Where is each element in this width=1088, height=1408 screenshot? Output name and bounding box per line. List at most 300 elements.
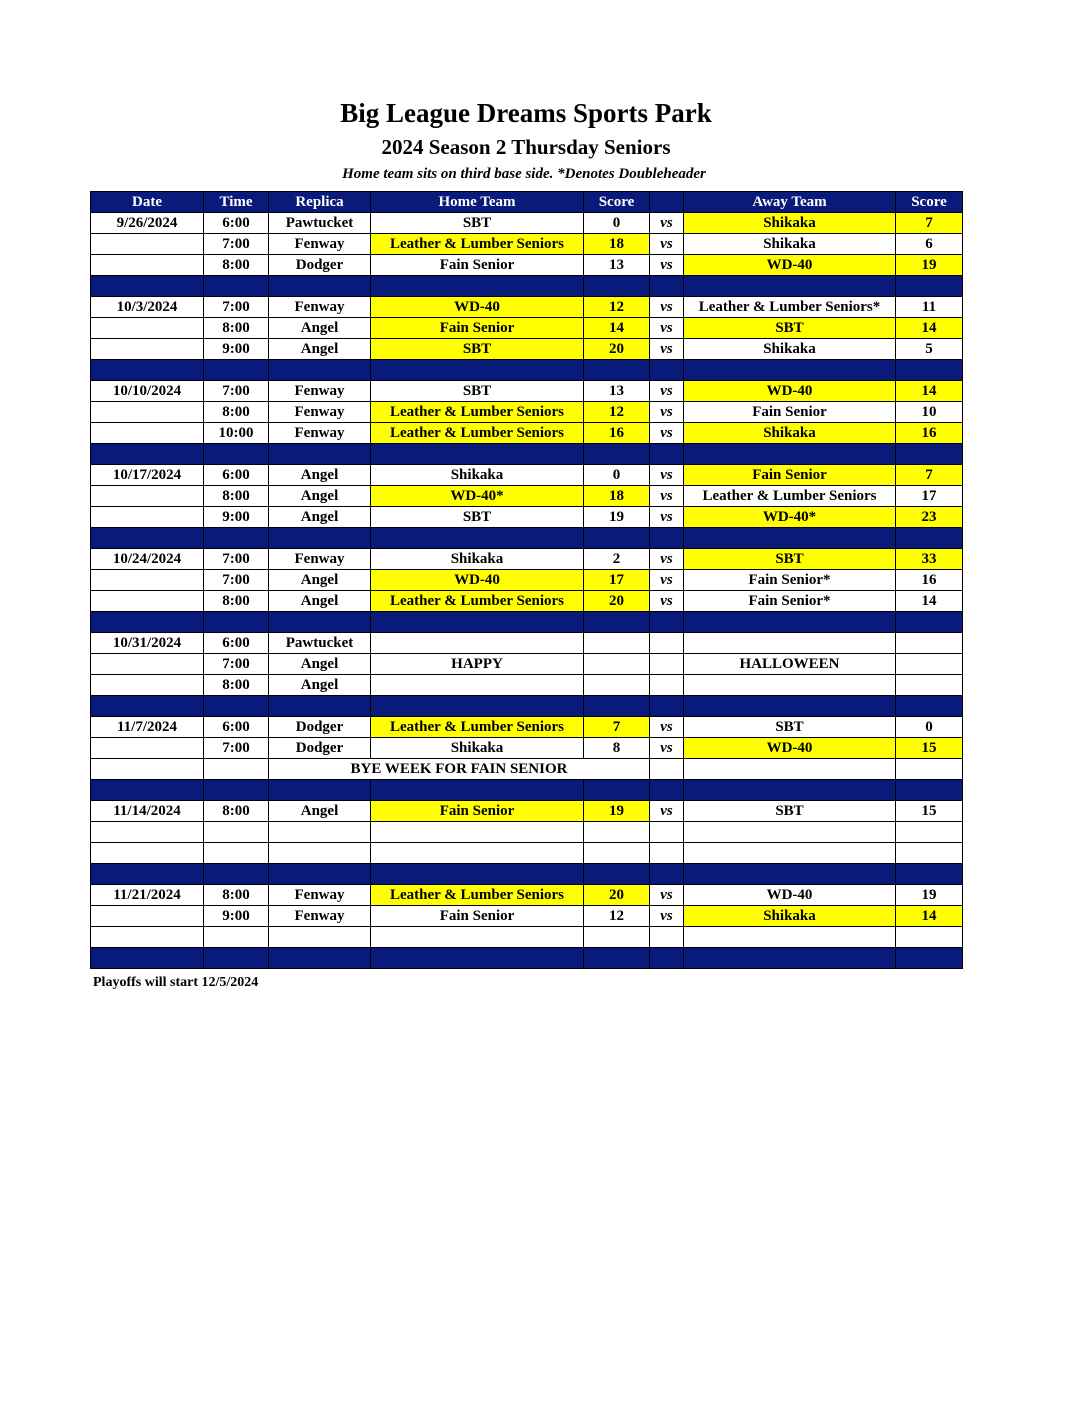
vs-cell: vs — [650, 507, 684, 528]
separator-cell — [650, 696, 684, 717]
time-cell — [204, 822, 269, 843]
time-cell — [204, 843, 269, 864]
separator-cell — [684, 444, 896, 465]
vs-cell: vs — [650, 906, 684, 927]
time-cell: 10:00 — [204, 423, 269, 444]
vs-cell: vs — [650, 234, 684, 255]
separator-cell — [269, 780, 371, 801]
separator-cell — [204, 444, 269, 465]
date-cell: 11/14/2024 — [91, 801, 204, 822]
replica-cell: Angel — [269, 570, 371, 591]
replica-cell: Fenway — [269, 906, 371, 927]
table-row — [91, 549, 963, 570]
replica-cell: Pawtucket — [269, 213, 371, 234]
away-score-cell: 15 — [896, 801, 963, 822]
table-row — [91, 591, 963, 612]
home-score-cell — [584, 843, 650, 864]
col-home-score: Score — [584, 192, 650, 213]
away-score-cell — [896, 927, 963, 948]
separator-cell — [204, 528, 269, 549]
away-team-cell — [684, 633, 896, 654]
replica-cell: Angel — [269, 507, 371, 528]
separator-cell — [269, 612, 371, 633]
replica-cell: Dodger — [269, 255, 371, 276]
time-cell: 9:00 — [204, 906, 269, 927]
home-team-cell — [371, 675, 584, 696]
date-cell: 11/7/2024 — [91, 717, 204, 738]
away-score-cell: 14 — [896, 591, 963, 612]
home-team-cell: Fain Senior — [371, 255, 584, 276]
home-score-cell: 19 — [584, 507, 650, 528]
schedule-note: Home team sits on third base side. *Denotes Doubleheader — [342, 166, 706, 182]
away-team-cell: WD-40 — [684, 738, 896, 759]
table-row — [91, 255, 963, 276]
vs-cell — [650, 927, 684, 948]
replica-cell: Angel — [269, 318, 371, 339]
separator-cell — [650, 360, 684, 381]
replica-cell: Dodger — [269, 717, 371, 738]
table-row — [91, 318, 963, 339]
away-score-cell: 11 — [896, 297, 963, 318]
separator-cell — [584, 360, 650, 381]
date-cell — [91, 570, 204, 591]
home-score-cell: 12 — [584, 297, 650, 318]
time-cell — [204, 927, 269, 948]
separator-cell — [204, 360, 269, 381]
vs-cell: vs — [650, 402, 684, 423]
separator-cell — [371, 612, 584, 633]
separator-cell — [91, 864, 204, 885]
time-cell: 6:00 — [204, 717, 269, 738]
home-score-cell: 19 — [584, 801, 650, 822]
away-team-cell: Shikaka — [684, 234, 896, 255]
date-cell — [91, 318, 204, 339]
date-cell — [91, 339, 204, 360]
vs-cell: vs — [650, 486, 684, 507]
separator-row — [91, 444, 963, 465]
vs-cell: vs — [650, 318, 684, 339]
home-score-cell: 12 — [584, 402, 650, 423]
separator-cell — [684, 360, 896, 381]
date-cell: 10/10/2024 — [91, 381, 204, 402]
separator-cell — [650, 780, 684, 801]
home-team-cell: Leather & Lumber Seniors — [371, 591, 584, 612]
separator-cell — [650, 276, 684, 297]
vs-cell: vs — [650, 570, 684, 591]
vs-cell: vs — [650, 255, 684, 276]
away-score-cell — [896, 843, 963, 864]
time-cell: 6:00 — [204, 633, 269, 654]
home-team-cell: SBT — [371, 339, 584, 360]
table-row — [91, 927, 963, 948]
bye-row — [91, 759, 963, 780]
separator-cell — [896, 612, 963, 633]
date-cell — [91, 738, 204, 759]
time-cell: 6:00 — [204, 465, 269, 486]
replica-cell: Fenway — [269, 885, 371, 906]
home-score-cell: 13 — [584, 381, 650, 402]
away-team-cell: SBT — [684, 549, 896, 570]
table-row — [91, 738, 963, 759]
separator-cell — [584, 276, 650, 297]
home-score-cell: 13 — [584, 255, 650, 276]
separator-cell — [684, 276, 896, 297]
separator-cell — [650, 444, 684, 465]
away-team-cell: Shikaka — [684, 906, 896, 927]
replica-cell: Dodger — [269, 738, 371, 759]
time-cell: 8:00 — [204, 675, 269, 696]
replica-cell: Angel — [269, 591, 371, 612]
playoffs-note: Playoffs will start 12/5/2024 — [93, 975, 259, 990]
date-cell — [91, 822, 204, 843]
replica-cell: Angel — [269, 675, 371, 696]
separator-cell — [584, 948, 650, 969]
home-team-cell: Fain Senior — [371, 318, 584, 339]
schedule-table — [90, 191, 963, 969]
bye-text: BYE WEEK FOR FAIN SENIOR — [269, 759, 650, 780]
separator-cell — [896, 276, 963, 297]
vs-cell — [650, 675, 684, 696]
vs-cell: vs — [650, 885, 684, 906]
away-team-cell — [684, 822, 896, 843]
col-time: Time — [204, 192, 269, 213]
table-row — [91, 507, 963, 528]
home-score-cell: 17 — [584, 570, 650, 591]
away-score-cell: 5 — [896, 339, 963, 360]
home-team-cell: Fain Senior — [371, 801, 584, 822]
home-score-cell: 20 — [584, 885, 650, 906]
date-cell: 9/26/2024 — [91, 213, 204, 234]
separator-cell — [371, 948, 584, 969]
separator-cell — [204, 864, 269, 885]
separator-cell — [91, 780, 204, 801]
separator-cell — [371, 444, 584, 465]
table-row — [91, 213, 963, 234]
vs-cell: vs — [650, 801, 684, 822]
separator-row — [91, 864, 963, 885]
time-cell — [204, 759, 269, 780]
separator-cell — [371, 360, 584, 381]
time-cell: 8:00 — [204, 402, 269, 423]
home-score-cell: 18 — [584, 486, 650, 507]
separator-row — [91, 360, 963, 381]
away-team-cell: SBT — [684, 717, 896, 738]
replica-cell: Angel — [269, 486, 371, 507]
separator-cell — [91, 612, 204, 633]
table-row — [91, 675, 963, 696]
separator-cell — [91, 696, 204, 717]
away-score-cell: 17 — [896, 486, 963, 507]
time-cell: 7:00 — [204, 549, 269, 570]
time-cell: 7:00 — [204, 234, 269, 255]
away-score-cell: 16 — [896, 423, 963, 444]
away-team-cell: SBT — [684, 318, 896, 339]
separator-cell — [269, 864, 371, 885]
away-score-cell — [896, 633, 963, 654]
away-team-cell: Fain Senior* — [684, 570, 896, 591]
date-cell — [91, 486, 204, 507]
separator-cell — [684, 864, 896, 885]
date-cell — [91, 906, 204, 927]
home-team-cell: Shikaka — [371, 465, 584, 486]
separator-cell — [91, 528, 204, 549]
home-score-cell — [584, 654, 650, 675]
separator-cell — [204, 612, 269, 633]
date-cell: 10/17/2024 — [91, 465, 204, 486]
home-score-cell: 20 — [584, 339, 650, 360]
vs-cell: vs — [650, 738, 684, 759]
home-team-cell — [371, 633, 584, 654]
separator-cell — [269, 948, 371, 969]
home-team-cell: Leather & Lumber Seniors — [371, 717, 584, 738]
separator-cell — [204, 276, 269, 297]
time-cell: 8:00 — [204, 801, 269, 822]
away-score-cell: 19 — [896, 885, 963, 906]
replica-cell: Fenway — [269, 297, 371, 318]
vs-cell: vs — [650, 423, 684, 444]
away-score-cell: 14 — [896, 318, 963, 339]
time-cell: 7:00 — [204, 381, 269, 402]
date-cell — [91, 507, 204, 528]
separator-row — [91, 696, 963, 717]
time-cell: 9:00 — [204, 339, 269, 360]
separator-cell — [650, 612, 684, 633]
date-cell — [91, 591, 204, 612]
separator-cell — [584, 612, 650, 633]
time-cell: 9:00 — [204, 507, 269, 528]
schedule-body — [91, 213, 963, 969]
home-score-cell: 20 — [584, 591, 650, 612]
separator-cell — [91, 444, 204, 465]
separator-cell — [896, 360, 963, 381]
separator-cell — [584, 528, 650, 549]
home-score-cell — [584, 927, 650, 948]
vs-cell: vs — [650, 549, 684, 570]
away-team-cell — [684, 759, 896, 780]
table-row — [91, 381, 963, 402]
time-cell: 7:00 — [204, 570, 269, 591]
date-cell: 11/21/2024 — [91, 885, 204, 906]
separator-cell — [896, 696, 963, 717]
separator-cell — [896, 528, 963, 549]
home-team-cell: WD-40* — [371, 486, 584, 507]
separator-cell — [204, 696, 269, 717]
home-score-cell: 16 — [584, 423, 650, 444]
home-score-cell: 0 — [584, 213, 650, 234]
home-team-cell: WD-40 — [371, 297, 584, 318]
separator-cell — [91, 360, 204, 381]
separator-row — [91, 528, 963, 549]
table-header-row — [91, 192, 963, 213]
vs-cell — [650, 843, 684, 864]
date-cell: 10/31/2024 — [91, 633, 204, 654]
home-score-cell — [584, 822, 650, 843]
vs-cell — [650, 633, 684, 654]
away-team-cell: WD-40 — [684, 255, 896, 276]
home-score-cell: 0 — [584, 465, 650, 486]
date-cell — [91, 675, 204, 696]
col-away-team: Away Team — [684, 192, 896, 213]
table-row — [91, 297, 963, 318]
time-cell: 8:00 — [204, 591, 269, 612]
table-row — [91, 717, 963, 738]
replica-cell: Angel — [269, 465, 371, 486]
table-row — [91, 801, 963, 822]
separator-cell — [584, 696, 650, 717]
time-cell: 8:00 — [204, 486, 269, 507]
separator-cell — [684, 612, 896, 633]
away-team-cell — [684, 675, 896, 696]
separator-row — [91, 948, 963, 969]
away-team-cell — [684, 843, 896, 864]
col-date: Date — [91, 192, 204, 213]
away-team-cell: Shikaka — [684, 339, 896, 360]
replica-cell — [269, 843, 371, 864]
separator-cell — [896, 444, 963, 465]
separator-cell — [371, 780, 584, 801]
home-team-cell: Leather & Lumber Seniors — [371, 885, 584, 906]
home-score-cell: 8 — [584, 738, 650, 759]
time-cell: 8:00 — [204, 885, 269, 906]
away-team-cell: HALLOWEEN — [684, 654, 896, 675]
table-row — [91, 654, 963, 675]
separator-cell — [204, 948, 269, 969]
replica-cell: Fenway — [269, 234, 371, 255]
vs-cell: vs — [650, 465, 684, 486]
separator-cell — [371, 276, 584, 297]
home-score-cell: 18 — [584, 234, 650, 255]
home-team-cell: SBT — [371, 507, 584, 528]
vs-cell: vs — [650, 297, 684, 318]
date-cell — [91, 927, 204, 948]
table-row — [91, 843, 963, 864]
separator-cell — [896, 780, 963, 801]
date-cell — [91, 759, 204, 780]
col-vs — [650, 192, 684, 213]
table-row — [91, 885, 963, 906]
vs-cell: vs — [650, 339, 684, 360]
separator-cell — [584, 444, 650, 465]
time-cell: 8:00 — [204, 318, 269, 339]
page-title: Big League Dreams Sports Park — [340, 98, 712, 128]
away-score-cell — [896, 822, 963, 843]
home-team-cell: HAPPY — [371, 654, 584, 675]
separator-cell — [269, 528, 371, 549]
away-team-cell: Fain Senior — [684, 402, 896, 423]
table-row — [91, 906, 963, 927]
separator-cell — [269, 444, 371, 465]
home-team-cell: WD-40 — [371, 570, 584, 591]
separator-row — [91, 612, 963, 633]
time-cell: 7:00 — [204, 738, 269, 759]
table-row — [91, 234, 963, 255]
vs-cell: vs — [650, 213, 684, 234]
replica-cell: Angel — [269, 339, 371, 360]
date-cell: 10/24/2024 — [91, 549, 204, 570]
date-cell — [91, 843, 204, 864]
home-team-cell: SBT — [371, 381, 584, 402]
time-cell: 7:00 — [204, 654, 269, 675]
replica-cell: Fenway — [269, 549, 371, 570]
home-team-cell: Shikaka — [371, 738, 584, 759]
separator-cell — [269, 696, 371, 717]
replica-cell: Angel — [269, 654, 371, 675]
replica-cell: Fenway — [269, 381, 371, 402]
home-team-cell: SBT — [371, 213, 584, 234]
date-cell — [91, 234, 204, 255]
separator-cell — [91, 276, 204, 297]
time-cell: 8:00 — [204, 255, 269, 276]
separator-cell — [650, 948, 684, 969]
home-score-cell — [584, 633, 650, 654]
away-score-cell: 10 — [896, 402, 963, 423]
away-team-cell: WD-40* — [684, 507, 896, 528]
away-score-cell: 15 — [896, 738, 963, 759]
home-score-cell: 7 — [584, 717, 650, 738]
table-row — [91, 423, 963, 444]
away-team-cell: Leather & Lumber Seniors — [684, 486, 896, 507]
separator-cell — [684, 696, 896, 717]
separator-row — [91, 276, 963, 297]
away-score-cell: 6 — [896, 234, 963, 255]
separator-cell — [269, 360, 371, 381]
separator-cell — [371, 864, 584, 885]
replica-cell: Angel — [269, 801, 371, 822]
table-row — [91, 486, 963, 507]
col-replica: Replica — [269, 192, 371, 213]
home-team-cell: Leather & Lumber Seniors — [371, 234, 584, 255]
away-score-cell: 7 — [896, 213, 963, 234]
vs-cell: vs — [650, 381, 684, 402]
home-team-cell: Fain Senior — [371, 906, 584, 927]
time-cell: 6:00 — [204, 213, 269, 234]
home-score-cell — [584, 675, 650, 696]
vs-cell: vs — [650, 591, 684, 612]
time-cell: 7:00 — [204, 297, 269, 318]
separator-cell — [684, 528, 896, 549]
away-score-cell — [896, 675, 963, 696]
away-score-cell: 19 — [896, 255, 963, 276]
away-team-cell: Shikaka — [684, 213, 896, 234]
away-team-cell: Fain Senior — [684, 465, 896, 486]
table-row — [91, 822, 963, 843]
separator-row — [91, 780, 963, 801]
col-home-team: Home Team — [371, 192, 584, 213]
replica-cell: Pawtucket — [269, 633, 371, 654]
away-score-cell: 7 — [896, 465, 963, 486]
replica-cell — [269, 927, 371, 948]
date-cell — [91, 654, 204, 675]
replica-cell: Fenway — [269, 423, 371, 444]
vs-cell: vs — [650, 717, 684, 738]
separator-cell — [269, 276, 371, 297]
separator-cell — [204, 780, 269, 801]
separator-cell — [896, 948, 963, 969]
away-team-cell: WD-40 — [684, 381, 896, 402]
away-score-cell: 33 — [896, 549, 963, 570]
home-score-cell: 12 — [584, 906, 650, 927]
page-subtitle: 2024 Season 2 Thursday Seniors — [381, 135, 671, 159]
separator-cell — [684, 780, 896, 801]
home-team-cell — [371, 843, 584, 864]
separator-cell — [896, 864, 963, 885]
away-team-cell: Shikaka — [684, 423, 896, 444]
away-team-cell — [684, 927, 896, 948]
away-score-cell — [896, 654, 963, 675]
away-team-cell: SBT — [684, 801, 896, 822]
away-score-cell: 0 — [896, 717, 963, 738]
away-team-cell: Fain Senior* — [684, 591, 896, 612]
